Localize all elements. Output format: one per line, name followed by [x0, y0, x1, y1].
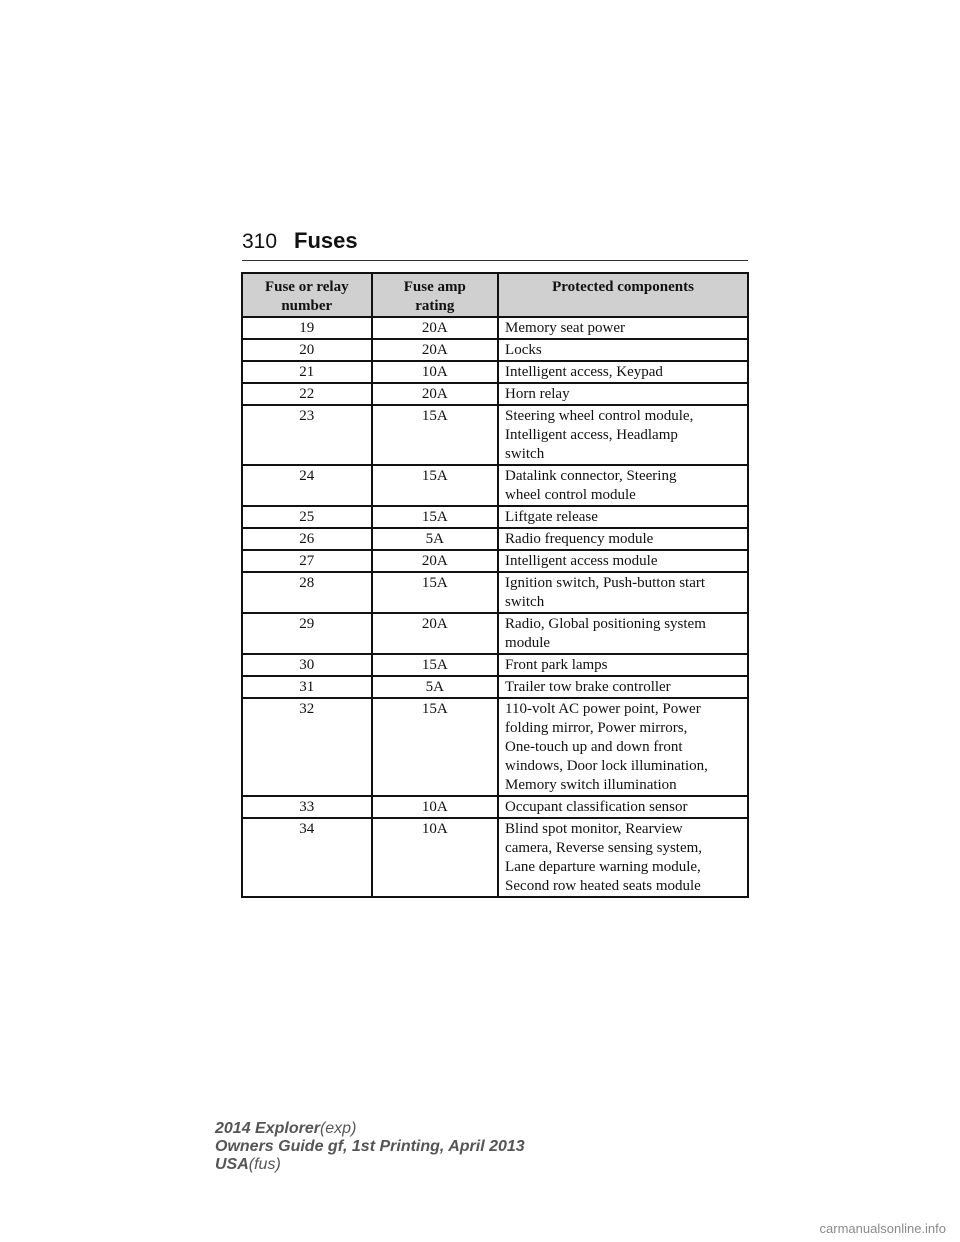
- protected-components-cell: [498, 383, 748, 405]
- component-line: Intelligent access module: [505, 553, 658, 569]
- component-line: Intelligent access, Headlamp: [505, 427, 678, 443]
- component-line: Liftgate release: [505, 509, 598, 525]
- component-line: module: [505, 635, 551, 651]
- fuse-amp-cell: 5A: [372, 528, 498, 550]
- table-header-row: [242, 273, 748, 317]
- page-number: 310: [242, 230, 278, 253]
- section-title: Fuses: [294, 228, 358, 253]
- protected-components-cell: [498, 676, 748, 698]
- component-line: Memory seat power: [505, 320, 625, 336]
- table-row: [242, 317, 748, 339]
- table-row: [242, 572, 748, 613]
- protected-components-cell: [498, 698, 748, 796]
- component-line: Steering wheel control module,: [505, 408, 694, 424]
- column-header-fuse-number: Fuse or relay number: [242, 273, 372, 317]
- fuse-number-cell: 31: [242, 676, 372, 698]
- component-line: Lane departure warning module,: [505, 859, 701, 875]
- fuse-number-cell: 34: [242, 818, 372, 897]
- component-line: Front park lamps: [505, 657, 608, 673]
- component-line: Intelligent access, Keypad: [505, 364, 663, 380]
- component-line: 110-volt AC power point, Power: [505, 701, 701, 717]
- table-row: [242, 613, 748, 654]
- protected-components-cell: [498, 654, 748, 676]
- column-header-fuse-amp: Fuse amp rating: [372, 273, 498, 317]
- protected-components-cell: [498, 550, 748, 572]
- component-line: wheel control module: [505, 487, 636, 503]
- fuse-amp-cell: 20A: [372, 613, 498, 654]
- protected-components-cell: [498, 317, 748, 339]
- table-row: [242, 698, 748, 796]
- fuse-number-cell: 32: [242, 698, 372, 796]
- table-row: [242, 654, 748, 676]
- component-line: Radio, Global positioning system: [505, 616, 706, 632]
- fuse-number-cell: 22: [242, 383, 372, 405]
- component-line: Second row heated seats module: [505, 878, 701, 894]
- table-row: [242, 383, 748, 405]
- fuse-amp-cell: 20A: [372, 317, 498, 339]
- component-line: Horn relay: [505, 386, 570, 402]
- table-row: [242, 339, 748, 361]
- table-row: [242, 361, 748, 383]
- page-header: [242, 228, 748, 261]
- fuse-number-cell: 23: [242, 405, 372, 465]
- document-footer: [215, 1120, 525, 1174]
- fuse-number-cell: 19: [242, 317, 372, 339]
- fuse-amp-cell: 10A: [372, 361, 498, 383]
- table-row: [242, 796, 748, 818]
- fuse-amp-cell: 15A: [372, 506, 498, 528]
- fuse-amp-cell: 10A: [372, 818, 498, 897]
- watermark: carmanualsonline.info: [819, 1221, 946, 1236]
- fuse-amp-cell: 15A: [372, 405, 498, 465]
- table-row: [242, 528, 748, 550]
- fuse-number-cell: 30: [242, 654, 372, 676]
- fuse-number-cell: 28: [242, 572, 372, 613]
- protected-components-cell: [498, 506, 748, 528]
- fuse-table-body: [242, 317, 748, 897]
- fuse-table: [241, 272, 749, 898]
- component-line: Occupant classification sensor: [505, 799, 688, 815]
- protected-components-cell: [498, 405, 748, 465]
- protected-components-cell: [498, 796, 748, 818]
- component-line: camera, Reverse sensing system,: [505, 840, 703, 856]
- fuse-number-cell: 25: [242, 506, 372, 528]
- protected-components-cell: [498, 465, 748, 506]
- protected-components-cell: [498, 361, 748, 383]
- fuse-amp-cell: 15A: [372, 698, 498, 796]
- protected-components-cell: [498, 528, 748, 550]
- component-line: Radio frequency module: [505, 531, 654, 547]
- component-line: Locks: [505, 342, 542, 358]
- protected-components-cell: [498, 818, 748, 897]
- fuse-number-cell: 26: [242, 528, 372, 550]
- fuse-number-cell: 24: [242, 465, 372, 506]
- component-line: switch: [505, 446, 545, 462]
- component-line: One-touch up and down front: [505, 739, 683, 755]
- table-row: [242, 818, 748, 897]
- component-line: Trailer tow brake controller: [505, 679, 671, 695]
- protected-components-cell: [498, 613, 748, 654]
- protected-components-cell: [498, 339, 748, 361]
- fuse-amp-cell: 20A: [372, 339, 498, 361]
- table-row: [242, 676, 748, 698]
- component-line: folding mirror, Power mirrors,: [505, 720, 688, 736]
- component-line: Memory switch illumination: [505, 777, 677, 793]
- fuse-amp-cell: 15A: [372, 654, 498, 676]
- fuse-amp-cell: 15A: [372, 465, 498, 506]
- component-line: Datalink connector, Steering: [505, 468, 677, 484]
- component-line: windows, Door lock illumination,: [505, 758, 708, 774]
- fuse-number-cell: 29: [242, 613, 372, 654]
- fuse-amp-cell: 20A: [372, 383, 498, 405]
- protected-components-cell: [498, 572, 748, 613]
- fuse-number-cell: 21: [242, 361, 372, 383]
- fuse-amp-cell: 20A: [372, 550, 498, 572]
- fuse-amp-cell: 5A: [372, 676, 498, 698]
- fuse-number-cell: 33: [242, 796, 372, 818]
- component-line: Ignition switch, Push-button start: [505, 575, 706, 591]
- fuse-amp-cell: 10A: [372, 796, 498, 818]
- fuse-number-cell: 27: [242, 550, 372, 572]
- footer-line-market: USA(fus): [215, 1156, 281, 1173]
- column-header-protected-components: Protected components: [498, 273, 748, 317]
- fuse-number-cell: 20: [242, 339, 372, 361]
- component-line: switch: [505, 594, 545, 610]
- component-line: Blind spot monitor, Rearview: [505, 821, 683, 837]
- fuse-amp-cell: 15A: [372, 572, 498, 613]
- table-row: [242, 465, 748, 506]
- table-row: [242, 506, 748, 528]
- footer-line-guide: Owners Guide gf, 1st Printing, April 2013: [215, 1138, 525, 1155]
- footer-line-model: 2014 Explorer(exp): [215, 1120, 357, 1137]
- table-row: [242, 550, 748, 572]
- table-row: [242, 405, 748, 465]
